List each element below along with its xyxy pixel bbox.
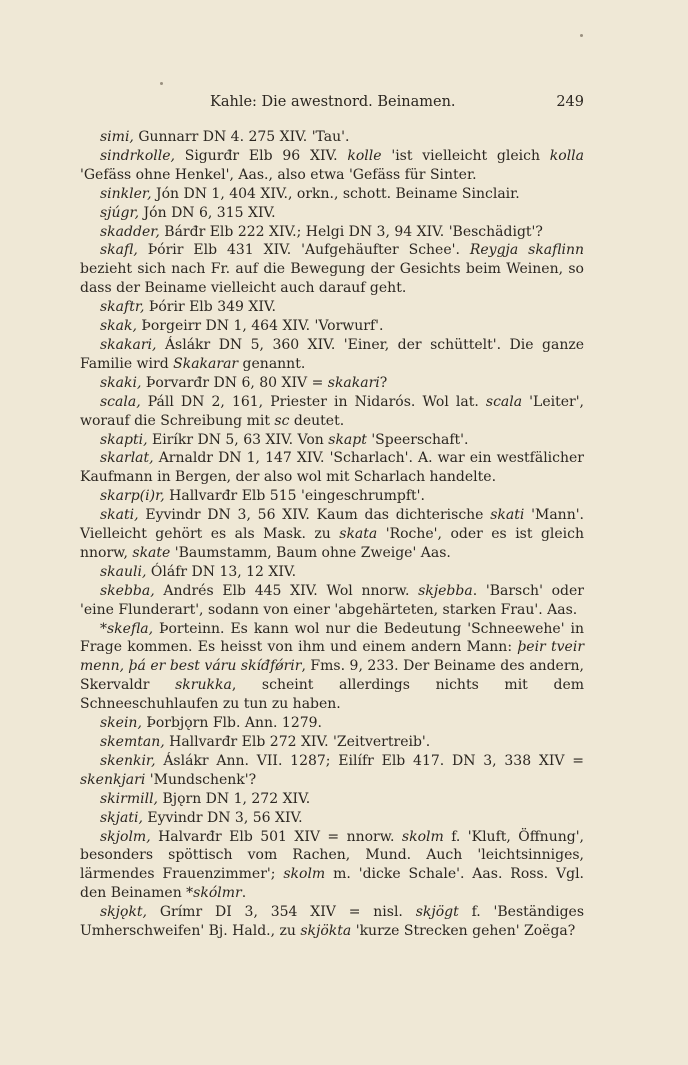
- entry-text: Þorbjǫrn Flb. Ann. 1279.: [141, 715, 323, 732]
- dictionary-entry: [80, 431, 584, 450]
- entry-text: Þorvarđr DN 6, 80 XIV =: [141, 374, 328, 391]
- entry-text: m. 'dicke Schale'. Aas. Ross. Vgl. den Beinamen: [80, 866, 584, 902]
- entry-headword: skjǫkt,: [100, 904, 147, 921]
- entry-headword: skati,: [100, 507, 139, 524]
- italic-word: skate: [132, 544, 171, 561]
- italic-word: skjebba: [418, 582, 473, 599]
- dictionary-entry: [80, 733, 584, 752]
- dictionary-entry: [80, 223, 584, 242]
- entry-headword: skarp(i)r,: [100, 488, 165, 505]
- italic-word: Skakarar: [173, 355, 239, 372]
- ink-speck: [580, 34, 583, 37]
- entry-text: Þorteinn. Es kann wol nur die Bedeutung 'Schneewehe' in Frage kommen. Es heisst von ihm und einem andern Mann:: [80, 620, 584, 656]
- dictionary-entry: [80, 374, 584, 393]
- asterisk-marker: *: [100, 620, 107, 637]
- entry-text: Halvarđr Elb 501 XIV = nnorw.: [150, 828, 402, 845]
- dictionary-entry: [80, 336, 584, 374]
- entry-text: ?: [379, 374, 388, 391]
- dictionary-entry: [80, 449, 584, 487]
- entry-text: Gunnarr DN 4. 275 XIV. 'Tau'.: [133, 129, 350, 145]
- dictionary-entry: [80, 809, 584, 828]
- entry-text: 'Leiter', worauf die Schreibung mit: [80, 393, 584, 429]
- entry-headword: skefla,: [107, 620, 154, 637]
- entry-text: 'Roche', oder es ist gleich nnorw,: [80, 526, 584, 561]
- italic-word: skata: [339, 526, 378, 543]
- entry-headword: skaki,: [100, 374, 142, 391]
- dictionary-entry: [80, 828, 584, 904]
- italic-word: *skólmr: [186, 885, 242, 902]
- italic-word: sc: [274, 412, 290, 429]
- dictionary-entry: [80, 128, 584, 147]
- entry-text: Grímr DI 3, 354 XIV = nisl.: [147, 904, 416, 921]
- dictionary-entry: [80, 620, 584, 715]
- dictionary-entry: [80, 752, 584, 790]
- italic-word: skenkjari: [80, 771, 146, 788]
- dictionary-entry: [80, 241, 584, 298]
- entry-text: 'Gefäss ohne Henkel', Aas., also etwa 'Gefäss für Sinter.: [80, 166, 477, 183]
- dictionary-entry: [80, 204, 584, 223]
- italic-word: scala: [485, 393, 523, 410]
- entry-text: Bárđr Elb 222 XIV.; Helgi DN 3, 94 XIV. 'Beschädigt'?: [159, 223, 543, 240]
- entry-text: 'ist vielleicht gleich: [381, 147, 550, 164]
- entry-headword: skemtan,: [100, 734, 165, 750]
- entry-text: Þórir Elb 431 XIV. 'Aufgehäufter Schee'.: [137, 242, 470, 259]
- entry-text: bezieht sich nach Fr. auf die Bewegung der Gesichts beim Weinen, so dass der Beiname vielleicht auch darauf geht.: [80, 261, 584, 297]
- entry-headword: skarlat,: [100, 450, 154, 467]
- entry-text: genannt.: [238, 355, 306, 372]
- entry-headword: skirmill,: [100, 790, 158, 807]
- entry-headword: skafl,: [100, 242, 138, 259]
- entry-text: deutet.: [289, 412, 345, 429]
- entry-text: Áslákr DN 5, 360 XIV. 'Einer, der schüttelt'. Die ganze Familie wird: [80, 336, 584, 372]
- dictionary-entry: [80, 487, 584, 506]
- dictionary-entry: [80, 147, 584, 185]
- entry-headword: skenkir,: [100, 752, 156, 769]
- entry-text: Eyvindr DN 3, 56 XIV. Kaum das dichterische: [138, 507, 491, 524]
- italic-word: skolm: [401, 828, 444, 845]
- entry-text: . 'Barsch' oder 'eine Flunderart', sodann von einer 'abgehärteten, starken Frau'. Aas.: [80, 582, 584, 618]
- entry-text: Jón DN 1, 404 XIV., orkn., schott. Beiname Sinclair.: [151, 185, 520, 202]
- entry-text: Bjǫrn DN 1, 272 XIV.: [158, 790, 311, 807]
- italic-word: skjökta: [300, 923, 352, 940]
- entry-headword: sinkler,: [100, 185, 152, 202]
- dictionary-entries: [80, 128, 584, 941]
- running-header: [80, 94, 584, 114]
- dictionary-entry: [80, 903, 584, 941]
- entry-headword: skaftr,: [100, 299, 145, 316]
- dictionary-entry: [80, 298, 584, 317]
- dictionary-entry: [80, 563, 584, 582]
- dictionary-entry: [80, 317, 584, 336]
- italic-word: skjögt: [415, 904, 459, 921]
- italic-word: kolle: [347, 147, 382, 164]
- entry-headword: skakari,: [100, 336, 157, 353]
- entry-headword: skjolm,: [100, 828, 151, 845]
- italic-word: skakari: [327, 374, 380, 391]
- running-title: Kahle: Die awestnord. Beinamen.: [210, 94, 456, 110]
- dictionary-entry: [80, 185, 584, 204]
- page-number: 249: [556, 94, 584, 110]
- italic-word: kolla: [549, 147, 585, 164]
- dictionary-entry: [80, 582, 584, 620]
- entry-text: f. 'Beständiges Umherschweifen' Bj. Hald., zu: [80, 904, 585, 940]
- italic-word: skati: [490, 507, 525, 524]
- italic-word: skapt: [328, 431, 367, 448]
- entry-headword: simi,: [100, 129, 134, 145]
- entry-text: .: [241, 885, 247, 902]
- entry-text: 'kurze Strecken gehen' Zoëga?: [351, 923, 576, 940]
- entry-text: Þorgeirr DN 1, 464 XIV. 'Vorwurf'.: [136, 318, 384, 335]
- entry-text: f. 'Kluft, Öffnung', besonders spöttisch vom Rachen, Mund. Auch 'leichtsinniges, lärmendes Frauenzimmer';: [80, 828, 584, 883]
- entry-text: 'Baumstamm, Baum ohne Zweige' Aas.: [170, 544, 451, 561]
- italic-word: þeir tveir menn, þá er best váru skíđfǿrir: [80, 639, 585, 675]
- entry-text: Páll DN 2, 161, Priester in Nidarós. Wol lat.: [140, 393, 486, 410]
- entry-text: Andrés Elb 445 XIV. Wol nnorw.: [154, 582, 419, 599]
- entry-headword: sjúgr,: [100, 204, 140, 221]
- entry-headword: sindrkolle,: [100, 147, 175, 164]
- entry-headword: skauli,: [100, 563, 147, 580]
- entry-text: Eiríkr DN 5, 63 XIV. Von: [147, 431, 329, 448]
- dictionary-entry: [80, 393, 584, 431]
- entry-text: Áslákr Ann. VII. 1287; Eilífr Elb 417. DN 3, 338 XIV =: [155, 752, 584, 769]
- italic-word: skolm: [283, 866, 326, 883]
- entry-text: Arnaldr DN 1, 147 XIV. 'Scharlach'. A. war ein westfälicher Kaufmann in Bergen, der also wol mit Scharlach handelte.: [80, 450, 584, 486]
- entry-headword: skein,: [100, 715, 142, 732]
- entry-text: 'Speerschaft'.: [366, 431, 469, 448]
- italic-word: skrukka: [175, 677, 232, 694]
- entry-text: 'Mundschenk'?: [145, 771, 257, 788]
- entry-text: Hallvarđr Elb 515 'eingeschrumpft'.: [164, 488, 425, 505]
- dictionary-entry: [80, 714, 584, 733]
- entry-text: Þórir Elb 349 XIV.: [144, 299, 276, 316]
- entry-headword: skadder,: [100, 223, 160, 240]
- entry-headword: skapti,: [100, 431, 148, 448]
- italic-word: Reygja skaflinn: [469, 242, 585, 259]
- ink-speck: [160, 82, 163, 85]
- entry-text: , Fms. 9, 233. Der Beiname des andern, Skervaldr: [80, 658, 584, 694]
- entry-headword: scala,: [100, 393, 141, 410]
- dictionary-entry: [80, 506, 584, 563]
- entry-headword: skak,: [100, 318, 137, 335]
- entry-text: Óláfr DN 13, 12 XIV.: [146, 563, 297, 580]
- entry-text: , scheint allerdings nichts mit dem Schneeschuhlaufen zu tun zu haben.: [80, 677, 584, 713]
- entry-headword: skjati,: [100, 809, 143, 826]
- entry-text: Jón DN 6, 315 XIV.: [139, 204, 276, 221]
- entry-text: Eyvindr DN 3, 56 XIV.: [142, 809, 303, 826]
- entry-text: Sigurđr Elb 96 XIV.: [174, 147, 348, 164]
- entry-text: Hallvarđr Elb 272 XIV. 'Zeitvertreib'.: [164, 734, 431, 750]
- entry-text: 'Mann'. Vielleicht gehört es als Mask. zu: [80, 507, 585, 543]
- dictionary-entry: [80, 790, 584, 809]
- entry-headword: skebba,: [100, 582, 155, 599]
